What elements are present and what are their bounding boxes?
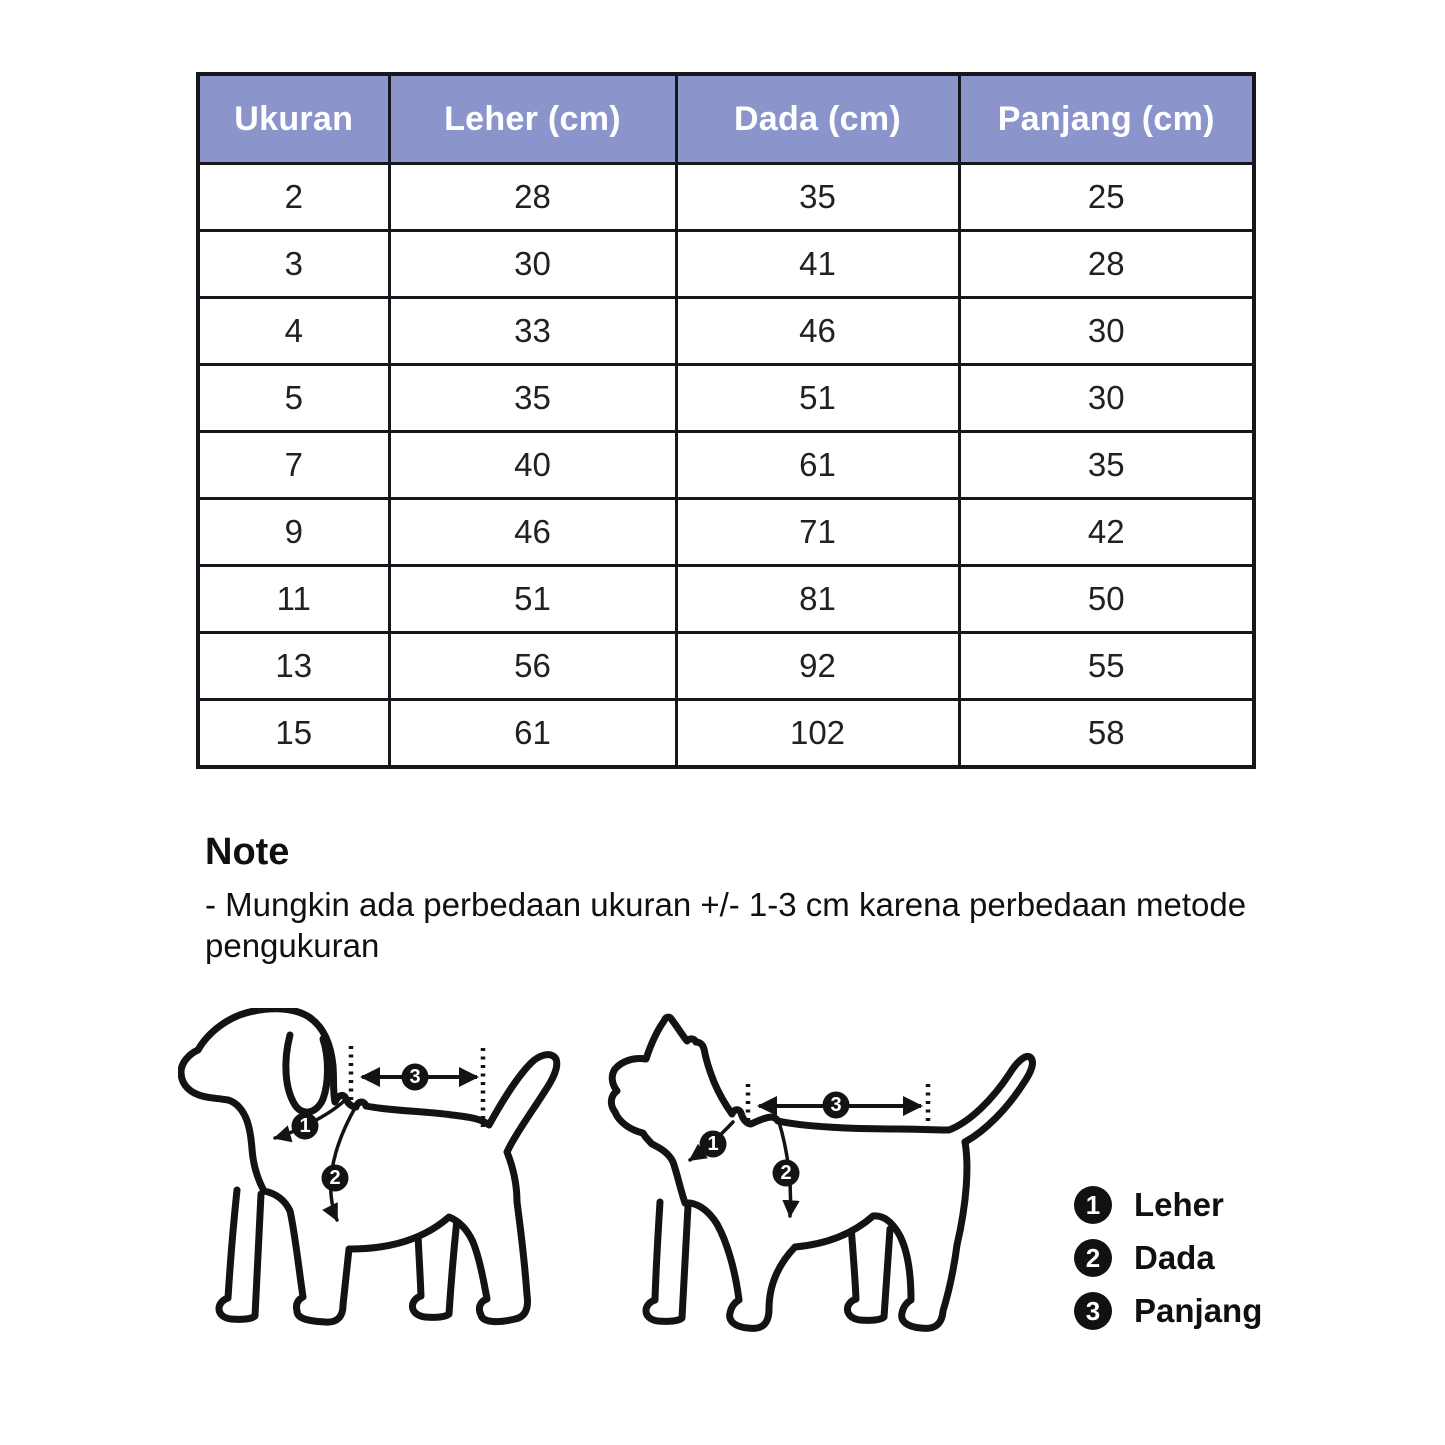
legend-label-panjang: Panjang xyxy=(1134,1292,1263,1329)
dog-marker-number-1: 1 xyxy=(299,1115,311,1137)
table-row xyxy=(198,499,1254,566)
table-row xyxy=(198,231,1254,298)
table-row xyxy=(198,164,1254,231)
cell-ukuran: 11 xyxy=(198,566,389,633)
cat-marker-number-3: 3 xyxy=(830,1094,842,1116)
cell-panjang: 35 xyxy=(959,432,1254,499)
cell-dada: 81 xyxy=(676,566,959,633)
legend-circle-3-icon: 3 xyxy=(1074,1292,1112,1330)
cell-leher: 51 xyxy=(389,566,676,633)
table-row xyxy=(198,298,1254,365)
cell-leher: 56 xyxy=(389,633,676,700)
table-header-row xyxy=(198,74,1254,164)
cell-ukuran: 4 xyxy=(198,298,389,365)
cell-dada: 51 xyxy=(676,365,959,432)
cell-ukuran: 13 xyxy=(198,633,389,700)
cell-panjang: 30 xyxy=(959,365,1254,432)
cell-panjang: 55 xyxy=(959,633,1254,700)
legend-circle-2-icon: 2 xyxy=(1074,1239,1112,1277)
legend-item-dada xyxy=(1074,1239,1262,1277)
measurement-legend xyxy=(1074,1186,1262,1330)
note-title: Note xyxy=(205,831,290,873)
cell-dada: 71 xyxy=(676,499,959,566)
dog-marker-number-2: 2 xyxy=(329,1167,341,1189)
cell-dada: 102 xyxy=(676,700,959,768)
cell-leher: 35 xyxy=(389,365,676,432)
cell-leher: 40 xyxy=(389,432,676,499)
cat-outline-drawing xyxy=(600,1012,1060,1342)
cell-dada: 35 xyxy=(676,164,959,231)
dog-far-front-leg xyxy=(219,1190,261,1319)
cell-ukuran: 5 xyxy=(198,365,389,432)
note-text: - Mungkin ada perbedaan ukuran +/- 1-3 cm karena perbedaan metode pengukuran xyxy=(205,885,1247,965)
cell-dada: 46 xyxy=(676,298,959,365)
legend-item-panjang xyxy=(1074,1292,1262,1330)
table-row xyxy=(198,633,1254,700)
cell-leher: 33 xyxy=(389,298,676,365)
cell-leher: 28 xyxy=(389,164,676,231)
header-cell-dada: Dada (cm) xyxy=(676,74,959,164)
cell-panjang: 58 xyxy=(959,700,1254,768)
cat-far-front-leg xyxy=(646,1202,688,1321)
cell-ukuran: 15 xyxy=(198,700,389,768)
table-row xyxy=(198,566,1254,633)
cell-ukuran: 7 xyxy=(198,432,389,499)
legend-label-dada: Dada xyxy=(1134,1239,1215,1276)
cat-marker-number-1: 1 xyxy=(707,1133,719,1155)
cat-marker-number-2: 2 xyxy=(780,1162,792,1184)
dog-outline-drawing xyxy=(178,1008,578,1338)
header-cell-leher: Leher (cm) xyxy=(389,74,676,164)
size-table xyxy=(196,72,1256,769)
legend-label-leher: Leher xyxy=(1134,1186,1224,1223)
cell-leher: 30 xyxy=(389,231,676,298)
header-cell-panjang: Panjang (cm) xyxy=(959,74,1254,164)
cell-ukuran: 2 xyxy=(198,164,389,231)
table-row xyxy=(198,700,1254,768)
cell-panjang: 28 xyxy=(959,231,1254,298)
cell-dada: 41 xyxy=(676,231,959,298)
dog-marker-number-3: 3 xyxy=(409,1066,421,1088)
cell-dada: 61 xyxy=(676,432,959,499)
cell-panjang: 25 xyxy=(959,164,1254,231)
cell-leher: 46 xyxy=(389,499,676,566)
cell-dada: 92 xyxy=(676,633,959,700)
cell-ukuran: 3 xyxy=(198,231,389,298)
legend-circle-1-icon: 1 xyxy=(1074,1186,1112,1224)
table-row xyxy=(198,365,1254,432)
cat-far-hind-leg xyxy=(847,1226,890,1320)
table-row xyxy=(198,432,1254,499)
cell-ukuran: 9 xyxy=(198,499,389,566)
cell-panjang: 50 xyxy=(959,566,1254,633)
note-section xyxy=(205,832,1385,966)
legend-item-leher xyxy=(1074,1186,1262,1224)
cell-panjang: 42 xyxy=(959,499,1254,566)
header-cell-ukuran: Ukuran xyxy=(198,74,389,164)
cell-leher: 61 xyxy=(389,700,676,768)
cell-panjang: 30 xyxy=(959,298,1254,365)
